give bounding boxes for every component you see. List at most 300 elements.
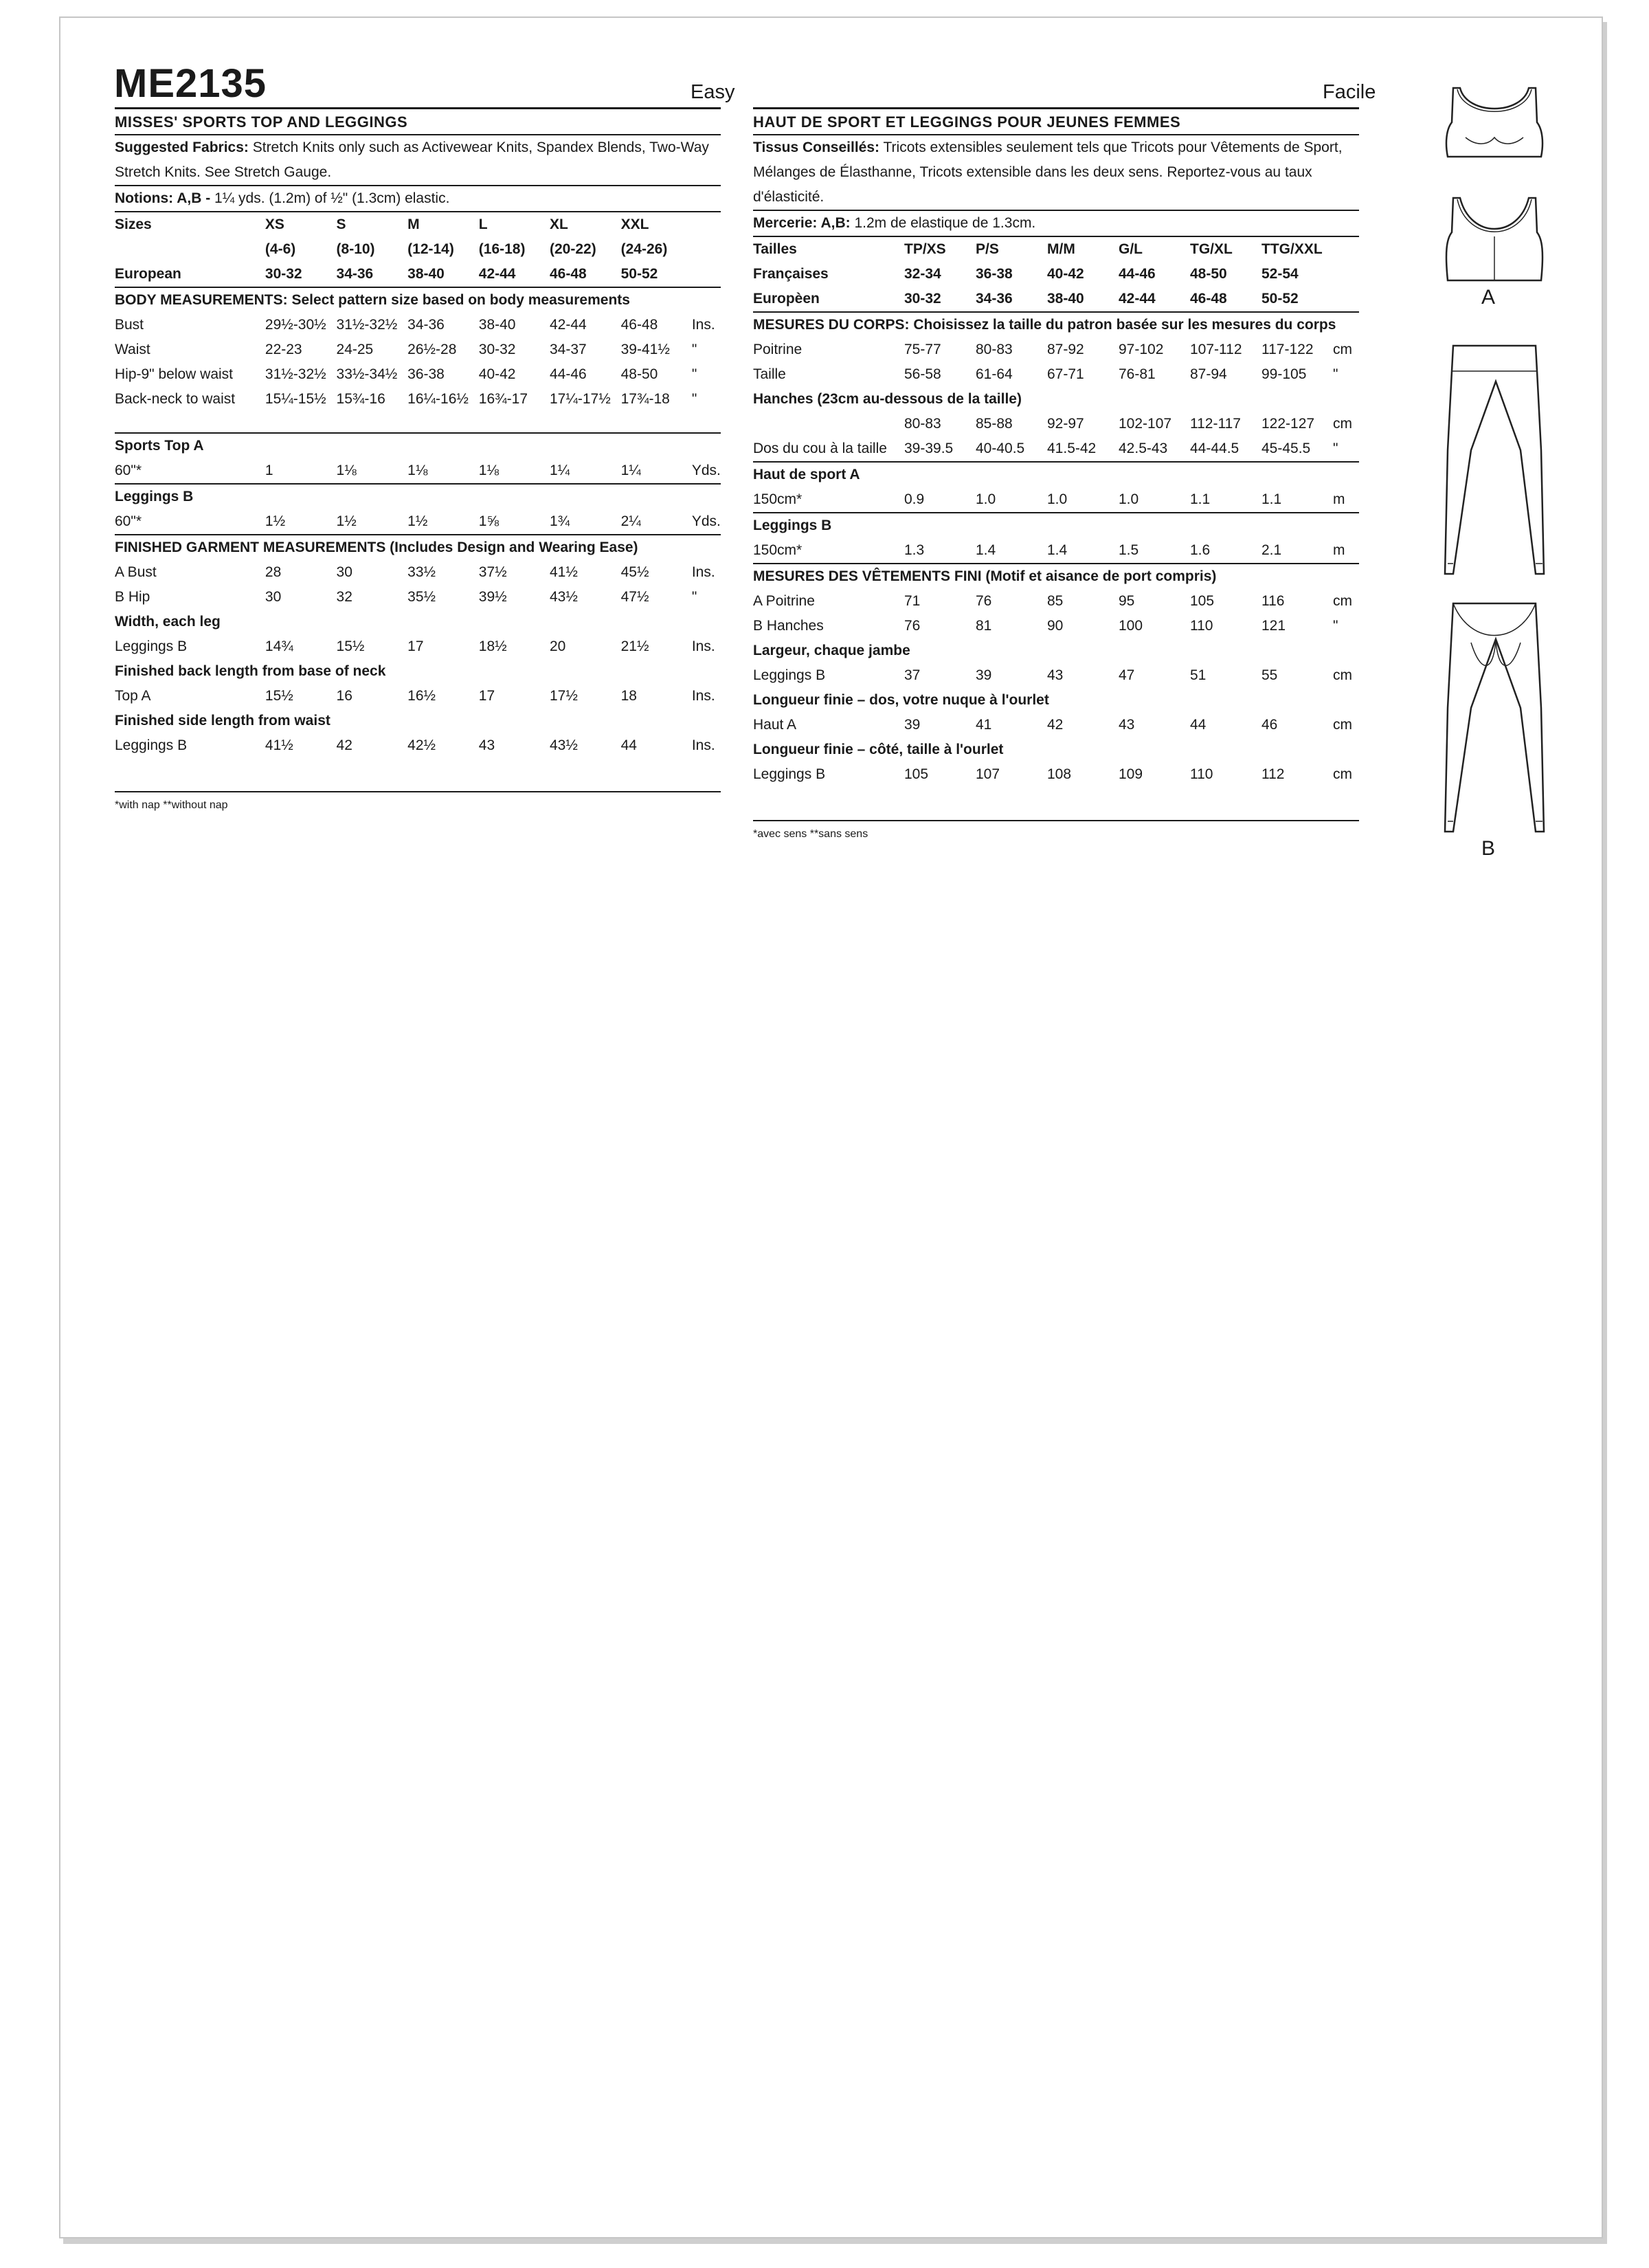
table-row [115, 585, 721, 610]
table-row [115, 709, 721, 733]
section-heading: Finished back length from base of neck [115, 663, 386, 679]
notions-label: Mercerie: A,B: [753, 215, 851, 231]
size-value-cell: 15¾-16 [336, 391, 385, 407]
size-value-cell: (12-14) [407, 241, 454, 257]
table-row [115, 262, 721, 287]
unit-cell: " [1333, 618, 1338, 634]
row-label: Leggings B [753, 766, 826, 782]
size-value-cell: G/L [1119, 241, 1143, 257]
size-value-cell: 15¼-15½ [265, 391, 326, 407]
table-row [753, 436, 1359, 462]
size-value-cell: 28 [265, 564, 282, 580]
size-value-cell: 16½ [407, 688, 436, 704]
size-value-cell: XS [265, 216, 284, 232]
table-row [115, 362, 721, 387]
size-value-cell: 122-127 [1261, 416, 1315, 432]
size-value-cell: XXL [620, 216, 649, 232]
table-row [753, 487, 1359, 513]
size-value-cell: 105 [904, 766, 929, 782]
size-value-cell: 38-40 [1047, 291, 1084, 307]
table-row [115, 684, 721, 709]
table-row [753, 614, 1359, 638]
row-label: Françaises [753, 266, 829, 282]
size-value-cell: S [336, 216, 346, 232]
row-label: Bust [115, 317, 144, 333]
size-value-cell: 47½ [620, 589, 649, 605]
unit-cell: " [691, 589, 697, 605]
size-value-cell: 18½ [478, 638, 507, 654]
leggings-front-icon [1445, 346, 1544, 574]
size-value-cell: 30 [336, 564, 352, 580]
size-value-cell: 30-32 [265, 266, 302, 282]
section-heading: Hanches (23cm au-dessous de la taille) [753, 391, 1022, 407]
size-value-cell: 44-46 [549, 366, 587, 382]
table-row [115, 659, 721, 684]
table-row [753, 337, 1359, 362]
unit-cell: Ins. [691, 564, 715, 580]
size-value-cell: 1.4 [1047, 542, 1068, 558]
size-value-cell: 1⅝ [478, 513, 499, 529]
size-value-cell: 32-34 [904, 266, 941, 282]
row-label: Europèen [753, 291, 820, 307]
size-value-cell: 17 [478, 688, 495, 704]
size-value-cell: 31½-32½ [265, 366, 326, 382]
unit-cell: m [1333, 542, 1345, 558]
size-value-cell: 46 [1261, 717, 1278, 733]
size-value-cell: 40-42 [478, 366, 516, 382]
size-value-cell: 75-77 [904, 342, 941, 357]
size-value-cell: 43 [1119, 717, 1135, 733]
size-value-cell: 92-97 [1047, 416, 1084, 432]
unit-cell [692, 262, 721, 287]
size-value-cell: 16 [336, 688, 352, 704]
table-row [753, 762, 1359, 787]
unit-cell [1333, 287, 1359, 312]
suggested-fabrics-fr [753, 135, 1359, 211]
unit-cell: " [1333, 366, 1338, 382]
size-value-cell: 34-36 [336, 266, 374, 282]
view-label-b: B [1481, 837, 1496, 860]
table-row [115, 237, 721, 262]
section-heading: Leggings B [115, 484, 721, 509]
section-heading: Finished side length from waist [115, 713, 330, 729]
table-row [115, 387, 721, 412]
size-value-cell: 76 [976, 593, 992, 609]
table-row [753, 412, 1359, 436]
footnote-fr: *avec sens **sans sens [753, 828, 868, 840]
size-value-cell: 71 [904, 593, 921, 609]
section-heading: Longueur finie – côté, taille à l'ourlet [753, 742, 1004, 757]
size-value-cell: 45½ [620, 564, 649, 580]
unit-cell: Ins. [691, 688, 715, 704]
size-value-cell: 50-52 [620, 266, 658, 282]
leggings-back-icon [1445, 603, 1544, 832]
pattern-title-en: MISSES' SPORTS TOP AND LEGGINGS [115, 109, 721, 135]
table-row [753, 589, 1359, 614]
size-value-cell: 85-88 [976, 416, 1013, 432]
table-row [115, 610, 721, 634]
sports-top-front-icon [1446, 88, 1543, 157]
table-row [115, 313, 721, 337]
size-value-cell: 80-83 [976, 342, 1013, 357]
size-value-cell: 22-23 [265, 342, 302, 357]
table-row [115, 535, 721, 560]
size-value-cell: 37 [904, 667, 921, 683]
size-value-cell: 48-50 [620, 366, 658, 382]
table-row [115, 484, 721, 509]
size-value-cell: 17 [407, 638, 424, 654]
section-heading: Leggings B [753, 513, 1359, 538]
row-label: 150cm* [753, 491, 803, 507]
table-row [753, 713, 1359, 737]
skill-level-en: Easy [691, 81, 735, 103]
section-heading: Longueur finie – dos, votre nuque à l'ourlet [753, 692, 1049, 708]
size-value-cell: 39-39.5 [904, 441, 954, 456]
unit-cell [1333, 262, 1359, 287]
footnote-en: *with nap **without nap [115, 799, 228, 811]
size-value-cell: 109 [1119, 766, 1143, 782]
size-value-cell: 42.5-43 [1119, 441, 1168, 456]
size-value-cell: 42 [336, 737, 352, 753]
unit-cell [1333, 237, 1359, 262]
table-row [753, 462, 1359, 487]
size-value-cell: 110 [1190, 766, 1213, 782]
size-value-cell: (16-18) [478, 241, 526, 257]
size-value-cell: 36-38 [976, 266, 1013, 282]
size-value-cell: 1.6 [1190, 542, 1211, 558]
row-label [115, 237, 265, 262]
fabrics-text: Tricots extensibles seulement tels que Tricots pour Vêtements de Sport, Mélanges de Élasthanne, Tricots extensible dans les deux sens. Reportez-vous au taux d'élasticité. [753, 140, 1343, 205]
unit-cell: " [691, 366, 697, 382]
row-label: Leggings B [115, 638, 188, 654]
size-value-cell: 105 [1190, 593, 1215, 609]
section-heading: Sports Top A [115, 433, 721, 458]
row-label: Sizes [115, 216, 152, 232]
size-value-cell: 1¼ [620, 463, 641, 478]
table-row [753, 538, 1359, 564]
view-label-a: A [1481, 286, 1496, 309]
table-row [115, 733, 721, 758]
size-value-cell: 50-52 [1261, 291, 1299, 307]
size-value-cell: 35½ [407, 589, 436, 605]
size-value-cell: 17½ [549, 688, 578, 704]
suggested-fabrics-en [115, 135, 721, 186]
fabrics-label: Tissus Conseillés: [753, 140, 880, 155]
size-value-cell: 100 [1119, 618, 1143, 634]
table-row [753, 638, 1359, 663]
size-value-cell: 40-40.5 [976, 441, 1025, 456]
size-value-cell: 1¾ [549, 513, 570, 529]
size-value-cell: 17¾-18 [620, 391, 670, 407]
unit-cell: " [1333, 441, 1338, 456]
size-value-cell: 43 [478, 737, 495, 753]
english-column [115, 69, 721, 812]
size-value-cell: 108 [1047, 766, 1072, 782]
size-value-cell: 85 [1047, 593, 1064, 609]
size-value-cell: 2¼ [620, 513, 641, 529]
unit-cell: m [1333, 491, 1345, 507]
size-value-cell: 95 [1119, 593, 1135, 609]
table-row [115, 634, 721, 659]
size-value-cell: 32 [336, 589, 352, 605]
size-value-cell: 1.3 [904, 542, 925, 558]
size-value-cell: 15½ [336, 638, 365, 654]
size-value-cell: 38-40 [478, 317, 516, 333]
size-value-cell: 39 [904, 717, 921, 733]
row-label: B Hip [115, 589, 150, 605]
size-value-cell: 52-54 [1261, 266, 1299, 282]
size-value-cell: 47 [1119, 667, 1135, 683]
size-value-cell: TP/XS [904, 241, 946, 257]
size-value-cell: 43½ [549, 589, 578, 605]
size-value-cell: 99-105 [1261, 366, 1307, 382]
size-value-cell: (24-26) [620, 241, 668, 257]
table-row [753, 688, 1359, 713]
table-row [115, 433, 721, 458]
size-value-cell: 40-42 [1047, 266, 1084, 282]
size-value-cell: 17¼-17½ [549, 391, 611, 407]
size-value-cell: 90 [1047, 618, 1064, 634]
unit-cell: cm [1333, 342, 1352, 357]
row-label: Poitrine [753, 342, 803, 357]
unit-cell: cm [1333, 416, 1352, 432]
size-value-cell: 42-44 [549, 317, 587, 333]
size-value-cell: 110 [1190, 618, 1213, 634]
size-value-cell: 102-107 [1119, 416, 1172, 432]
size-value-cell: 34-37 [549, 342, 587, 357]
size-value-cell: 39½ [478, 589, 507, 605]
size-value-cell: 41½ [549, 564, 578, 580]
row-label: Taille [753, 366, 786, 382]
size-value-cell: 21½ [620, 638, 649, 654]
table-row [753, 237, 1359, 262]
size-value-cell: 1.5 [1119, 542, 1139, 558]
table-row [753, 387, 1359, 412]
unit-cell: cm [1333, 717, 1352, 733]
size-value-cell: 1.1 [1261, 491, 1282, 507]
unit-cell: cm [1333, 593, 1352, 609]
size-value-cell: 33½ [407, 564, 436, 580]
section-heading: MESURES DES VÊTEMENTS FINI (Motif et aisance de port compris) [753, 564, 1359, 589]
table-row [115, 337, 721, 362]
sports-top-drawing [1433, 81, 1556, 287]
size-value-cell: (4-6) [265, 241, 296, 257]
size-value-cell: 76-81 [1119, 366, 1156, 382]
size-value-cell: 44 [1190, 717, 1207, 733]
size-value-cell: 30 [265, 589, 282, 605]
size-value-cell: 44-44.5 [1190, 441, 1239, 456]
size-value-cell: 18 [620, 688, 637, 704]
row-label: Leggings B [753, 667, 826, 683]
unit-cell: Ins. [691, 638, 715, 654]
size-value-cell: 1⅛ [478, 463, 499, 478]
row-label: European [115, 266, 181, 282]
row-label: B Hanches [753, 618, 824, 634]
size-value-cell: 76 [904, 618, 921, 634]
size-value-cell: 1.0 [1047, 491, 1068, 507]
fabrics-label: Suggested Fabrics: [115, 140, 249, 155]
size-value-cell: 0.9 [904, 491, 925, 507]
size-value-cell: 41 [976, 717, 992, 733]
size-value-cell: 1½ [336, 513, 357, 529]
size-value-cell: 112-117 [1190, 416, 1241, 432]
size-value-cell: 97-102 [1119, 342, 1164, 357]
size-value-cell: 46-48 [1190, 291, 1227, 307]
size-value-cell: (8-10) [336, 241, 375, 257]
size-value-cell: 26½-28 [407, 342, 457, 357]
size-value-cell: 121 [1261, 618, 1286, 634]
unit-cell: cm [1333, 766, 1352, 782]
size-value-cell: 2.1 [1261, 542, 1282, 558]
size-value-cell: 1.1 [1190, 491, 1211, 507]
size-value-cell: 42-44 [478, 266, 516, 282]
size-value-cell: XL [549, 216, 568, 232]
unit-cell: cm [1333, 667, 1352, 683]
table-row [753, 663, 1359, 688]
row-label: Top A [115, 688, 151, 704]
section-heading: FINISHED GARMENT MEASUREMENTS (Includes Design and Wearing Ease) [115, 535, 721, 560]
size-value-cell: 1.0 [1119, 491, 1139, 507]
size-value-cell: 33½-34½ [336, 366, 398, 382]
table-row [115, 509, 721, 535]
size-value-cell: 16¼-16½ [407, 391, 469, 407]
row-label: 150cm* [753, 542, 803, 558]
size-value-cell: 55 [1261, 667, 1278, 683]
table-row [115, 412, 721, 433]
table-row [753, 287, 1359, 312]
size-chart-fr [753, 237, 1359, 787]
size-value-cell: 117-122 [1261, 342, 1314, 357]
size-value-cell: (20-22) [549, 241, 596, 257]
size-value-cell: 56-58 [904, 366, 941, 382]
unit-cell: Ins. [691, 317, 715, 333]
size-value-cell: 107 [976, 766, 1000, 782]
row-label: A Poitrine [753, 593, 815, 609]
leggings-drawing [1433, 340, 1556, 849]
size-value-cell: 112 [1261, 766, 1285, 782]
unit-cell: Ins. [691, 737, 715, 753]
unit-cell: " [691, 391, 697, 407]
size-value-cell: 20 [549, 638, 566, 654]
table-row [115, 458, 721, 484]
size-value-cell: 51 [1190, 667, 1207, 683]
pattern-number: ME2135 [114, 61, 267, 106]
size-value-cell: 14¾ [265, 638, 293, 654]
unit-cell: " [691, 342, 697, 357]
size-value-cell: 81 [976, 618, 992, 634]
size-value-cell: 61-64 [976, 366, 1013, 382]
notions-text: 1¼ yds. (1.2m) of ½" (1.3cm) elastic. [214, 190, 450, 206]
table-row [753, 737, 1359, 762]
table-row [753, 312, 1359, 337]
size-value-cell: 15½ [265, 688, 293, 704]
row-label: Leggings B [115, 737, 188, 753]
unit-cell [692, 237, 721, 262]
size-value-cell: M [407, 216, 420, 232]
size-value-cell: 41.5-42 [1047, 441, 1097, 456]
spacer [115, 412, 721, 433]
size-value-cell: M/M [1047, 241, 1075, 257]
size-value-cell: 46-48 [620, 317, 658, 333]
table-row [115, 560, 721, 585]
size-value-cell: 67-71 [1047, 366, 1084, 382]
size-value-cell: 80-83 [904, 416, 941, 432]
size-value-cell: 30-32 [904, 291, 941, 307]
size-value-cell: 16¾-17 [478, 391, 528, 407]
row-label: Hip-9" below waist [115, 366, 234, 382]
row-label: 60"* [115, 513, 142, 529]
table-row [753, 262, 1359, 287]
size-value-cell: 87-92 [1047, 342, 1084, 357]
size-value-cell: TG/XL [1190, 241, 1233, 257]
row-label: 60"* [115, 463, 142, 478]
size-value-cell: 116 [1261, 593, 1285, 609]
size-value-cell: 39-41½ [620, 342, 670, 357]
size-value-cell: 1⅛ [336, 463, 357, 478]
row-label: Tailles [753, 241, 797, 257]
table-row [115, 287, 721, 313]
size-value-cell: 45-45.5 [1261, 441, 1311, 456]
size-value-cell: 36-38 [407, 366, 445, 382]
size-value-cell: 1.4 [976, 542, 996, 558]
size-value-cell: 30-32 [478, 342, 516, 357]
size-value-cell: 41½ [265, 737, 293, 753]
unit-cell: Yds. [691, 513, 721, 529]
size-value-cell: 29½-30½ [265, 317, 326, 333]
size-value-cell: 107-112 [1190, 342, 1242, 357]
french-column [753, 69, 1359, 841]
size-value-cell: 31½-32½ [336, 317, 398, 333]
size-value-cell: 48-50 [1190, 266, 1227, 282]
row-label: Waist [115, 342, 150, 357]
size-value-cell: 42½ [407, 737, 436, 753]
size-value-cell: 44 [620, 737, 637, 753]
size-value-cell: 1¼ [549, 463, 570, 478]
unit-cell [692, 212, 721, 237]
notions-en [115, 186, 721, 212]
sports-top-back-icon [1446, 198, 1543, 280]
notions-fr [753, 211, 1359, 237]
notions-label: Notions: A,B - [115, 190, 215, 206]
size-value-cell: 42 [1047, 717, 1064, 733]
size-value-cell: 34-36 [407, 317, 445, 333]
table-row [753, 362, 1359, 387]
size-value-cell: 39 [976, 667, 992, 683]
size-value-cell: 46-48 [549, 266, 587, 282]
section-heading: Haut de sport A [753, 462, 1359, 487]
size-value-cell: TTG/XXL [1261, 241, 1323, 257]
table-row [753, 564, 1359, 589]
size-value-cell: 37½ [478, 564, 507, 580]
pattern-title-fr: HAUT DE SPORT ET LEGGINGS POUR JEUNES FEMMES [753, 109, 1359, 135]
size-value-cell: 1⅛ [407, 463, 428, 478]
section-heading: MESURES DU CORPS: Choisissez la taille du patron basée sur les mesures du corps [753, 312, 1359, 337]
row-label [753, 412, 904, 436]
size-value-cell: 1.0 [976, 491, 996, 507]
size-value-cell: 34-36 [976, 291, 1013, 307]
table-row [753, 513, 1359, 538]
row-label: Back-neck to waist [115, 391, 236, 407]
size-value-cell: P/S [976, 241, 999, 257]
unit-cell: Yds. [691, 463, 721, 478]
row-label: Dos du cou à la taille [753, 441, 887, 456]
skill-level-fr: Facile [1323, 81, 1376, 103]
section-heading: Width, each leg [115, 614, 221, 630]
size-value-cell: L [478, 216, 488, 232]
size-chart-en [115, 212, 721, 758]
size-value-cell: 87-94 [1190, 366, 1227, 382]
size-value-cell: 1½ [407, 513, 428, 529]
